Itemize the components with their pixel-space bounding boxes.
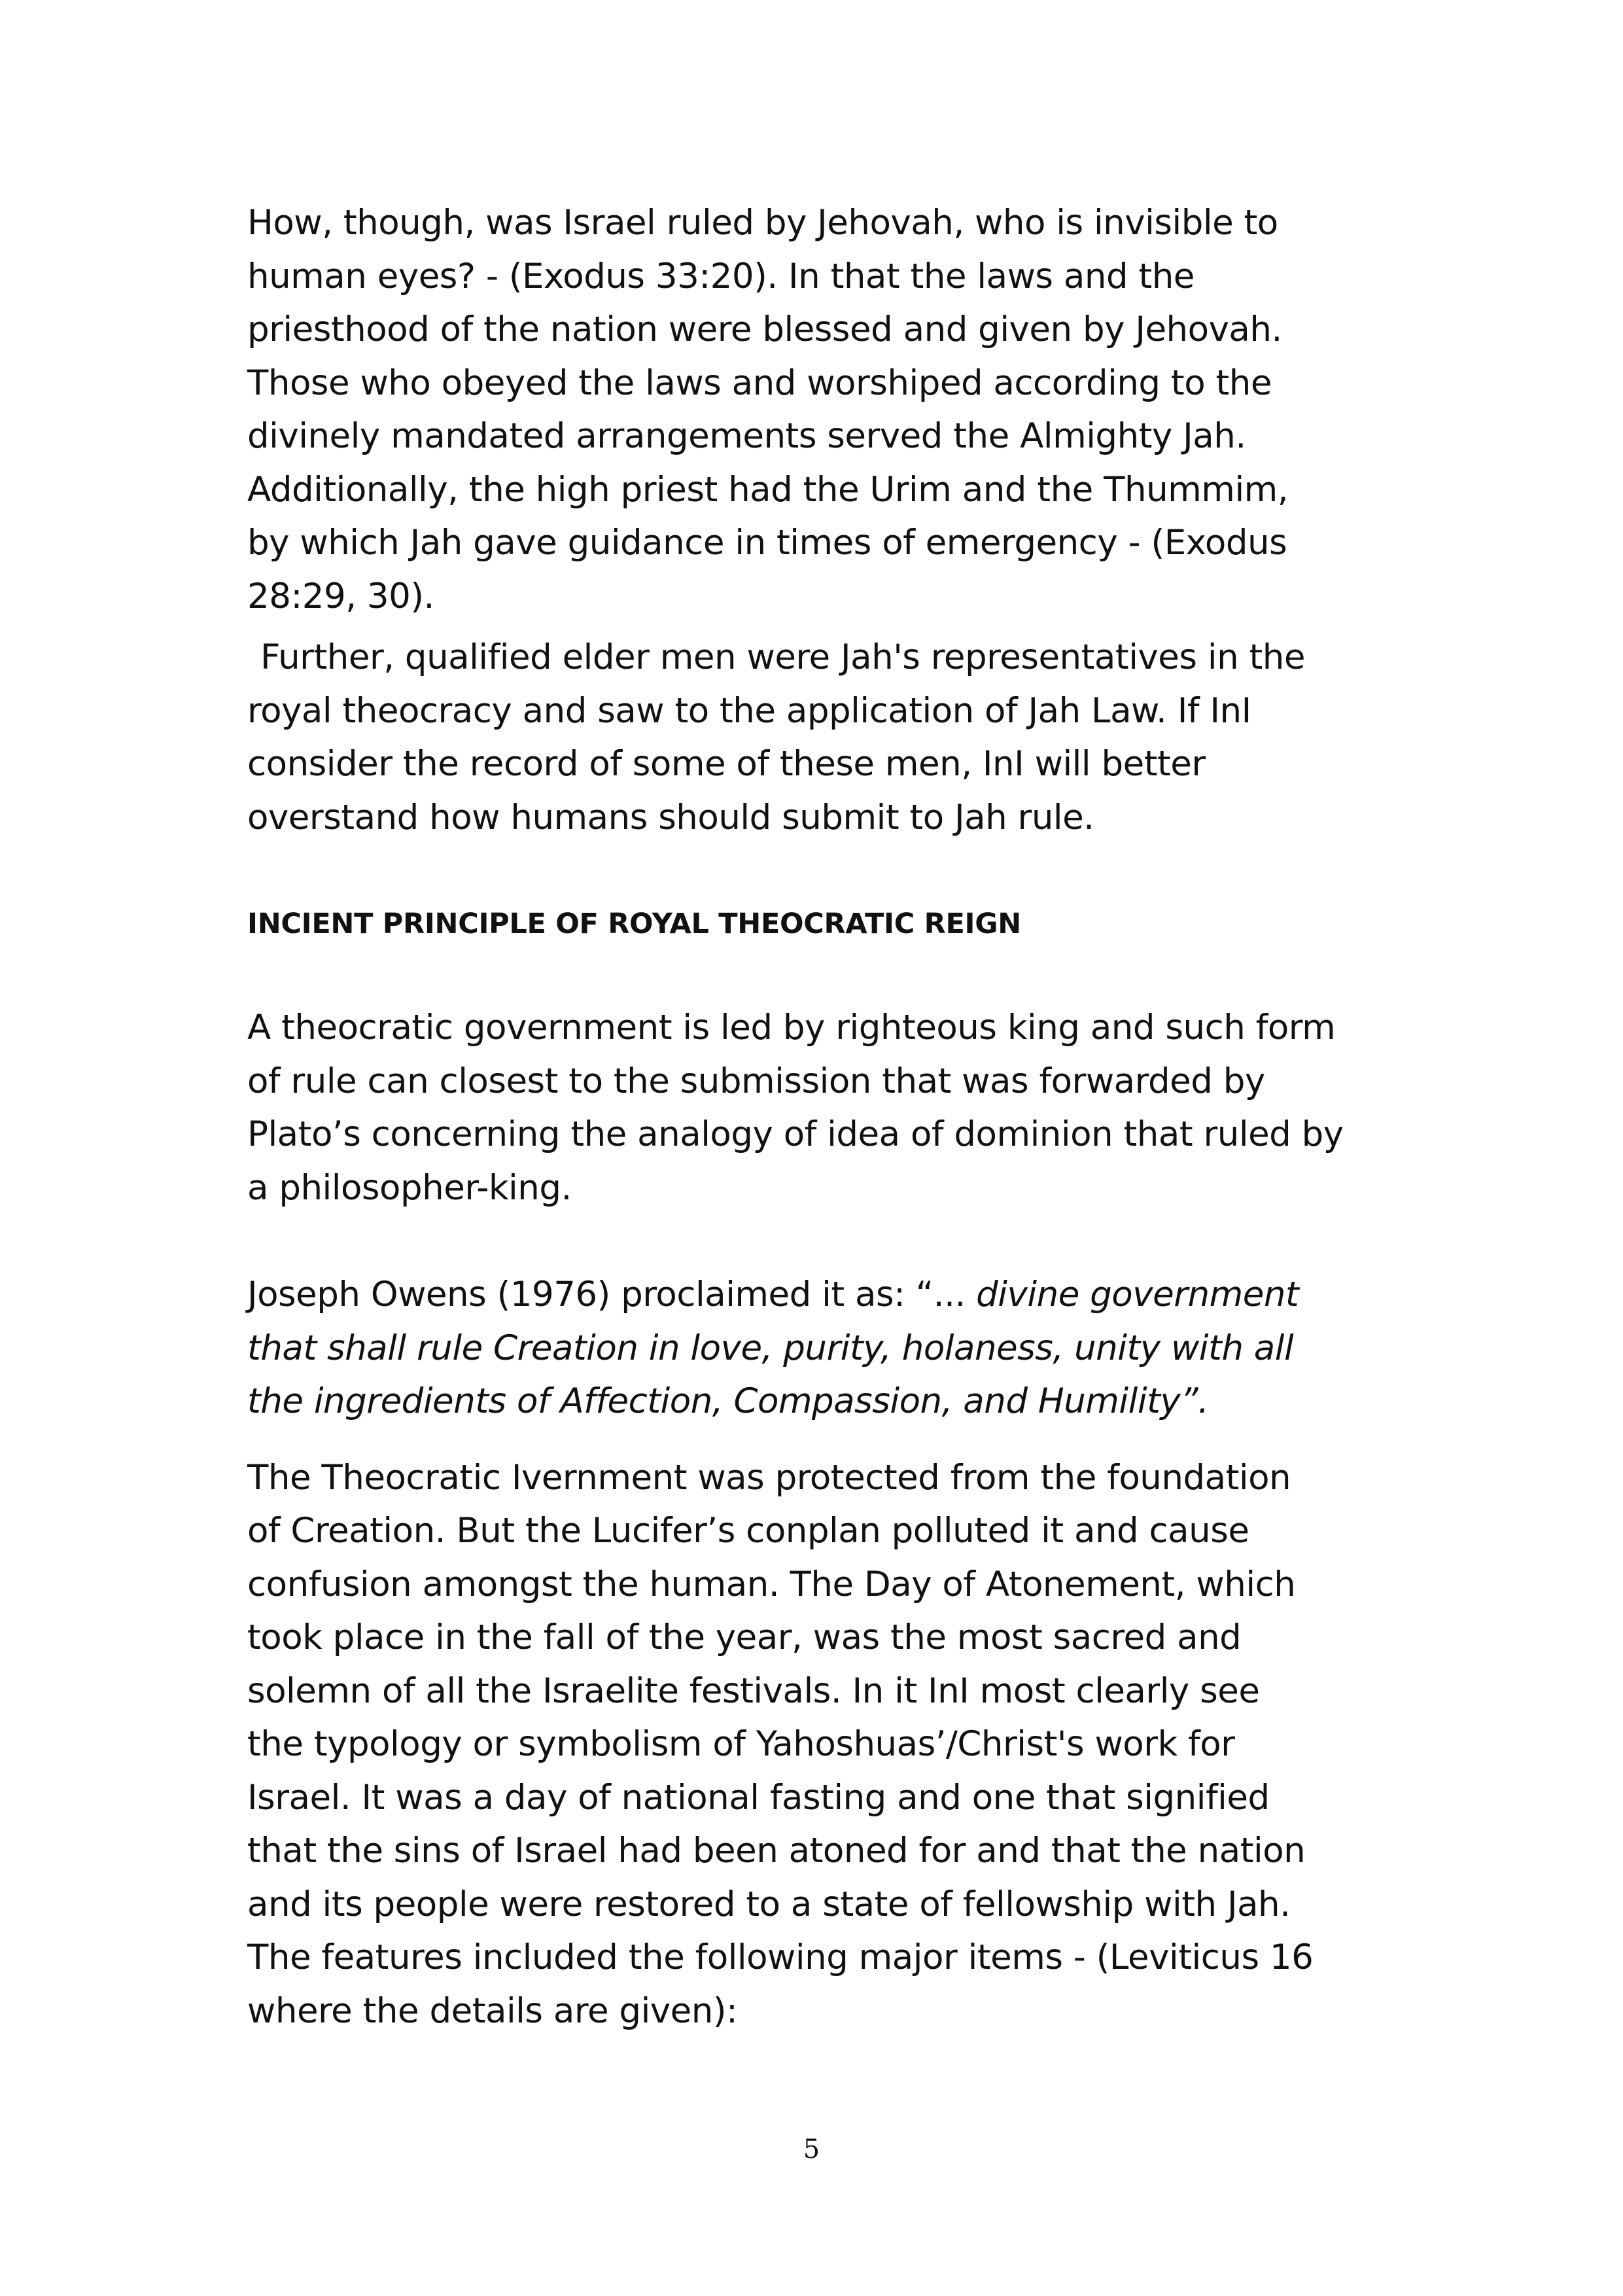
text-line: How, though, was Israel ruled by Jehovah, who is invisible to	[247, 203, 1278, 243]
text-line	[247, 1322, 1399, 1375]
quote-intro: Joseph Owens (1976) proclaimed it as: “...	[247, 1275, 977, 1315]
text-line: A theocratic government is led by righteous king and such form	[247, 1008, 1336, 1048]
quote-text: the ingredients of Affection, Compassion, and Humility”.	[247, 1381, 1209, 1421]
text-line: divinely mandated arrangements served the Almighty Jah.	[247, 416, 1246, 456]
paragraph-theocratic-government	[247, 1001, 1399, 1214]
quote-text: that shall rule Creation in love, purity, holaness, unity with all	[247, 1328, 1294, 1368]
text-line: Israel. It was a day of national fasting and one that signified	[247, 1777, 1270, 1818]
text-line	[247, 1375, 1399, 1428]
text-line: overstand how humans should submit to Jah rule.	[247, 797, 1094, 838]
text-line: Those who obeyed the laws and worshiped according to the	[247, 362, 1272, 403]
text-line: confusion amongst the human. The Day of Atonement, which	[247, 1564, 1296, 1604]
paragraph-israel-ruled	[247, 196, 1399, 623]
text-line: priesthood of the nation were blessed and given by Jehovah.	[247, 309, 1282, 349]
paragraph-elder-men	[247, 631, 1399, 844]
text-line: Additionally, the high priest had the Urim and the Thummim,	[247, 469, 1289, 510]
text-line: consider the record of some of these men, InI will better	[247, 744, 1206, 784]
text-line: the typology or symbolism of Yahoshuas’/Christ's work for	[247, 1724, 1235, 1764]
text-line: of Creation. But the Lucifer’s conplan polluted it and cause	[247, 1511, 1249, 1551]
text-line: by which Jah gave guidance in times of emergency - (Exodus	[247, 523, 1287, 563]
page-body	[247, 196, 1399, 2038]
text-line: Further, qualified elder men were Jah's representatives in the	[260, 637, 1305, 677]
paragraph-day-of-atonement	[247, 1451, 1399, 2038]
text-line: 28:29, 30).	[247, 576, 434, 616]
section-heading: INCIENT PRINCIPLE OF ROYAL THEOCRATIC REIGN	[247, 908, 1021, 940]
text-line: royal theocracy and saw to the application of Jah Law. If InI	[247, 690, 1251, 731]
page-number: 5	[803, 2134, 820, 2164]
text-line: that the sins of Israel had been atoned for and that the nation	[247, 1831, 1306, 1871]
quote-text: divine government	[976, 1275, 1299, 1315]
text-line: The features included the following major items - (Leviticus 16	[247, 1937, 1314, 1977]
text-line: took place in the fall of the year, was the most sacred and	[247, 1617, 1242, 1657]
text-line: human eyes? - (Exodus 33:20). In that the laws and the	[247, 256, 1195, 296]
paragraph-owens-quote	[247, 1268, 1399, 1428]
text-line: where the details are given):	[247, 1990, 738, 2031]
text-line	[247, 1268, 1399, 1322]
text-line: of rule can closest to the submission that was forwarded by	[247, 1061, 1265, 1101]
text-line: and its people were restored to a state of fellowship with Jah.	[247, 1884, 1291, 1924]
text-line: a philosopher-king.	[247, 1167, 572, 1208]
text-line: Plato’s concerning the analogy of idea of dominion that ruled by	[247, 1114, 1344, 1154]
text-line: The Theocratic Ivernment was protected from the foundation	[247, 1457, 1291, 1498]
text-line: solemn of all the Israelite festivals. In it InI most clearly see	[247, 1670, 1260, 1711]
